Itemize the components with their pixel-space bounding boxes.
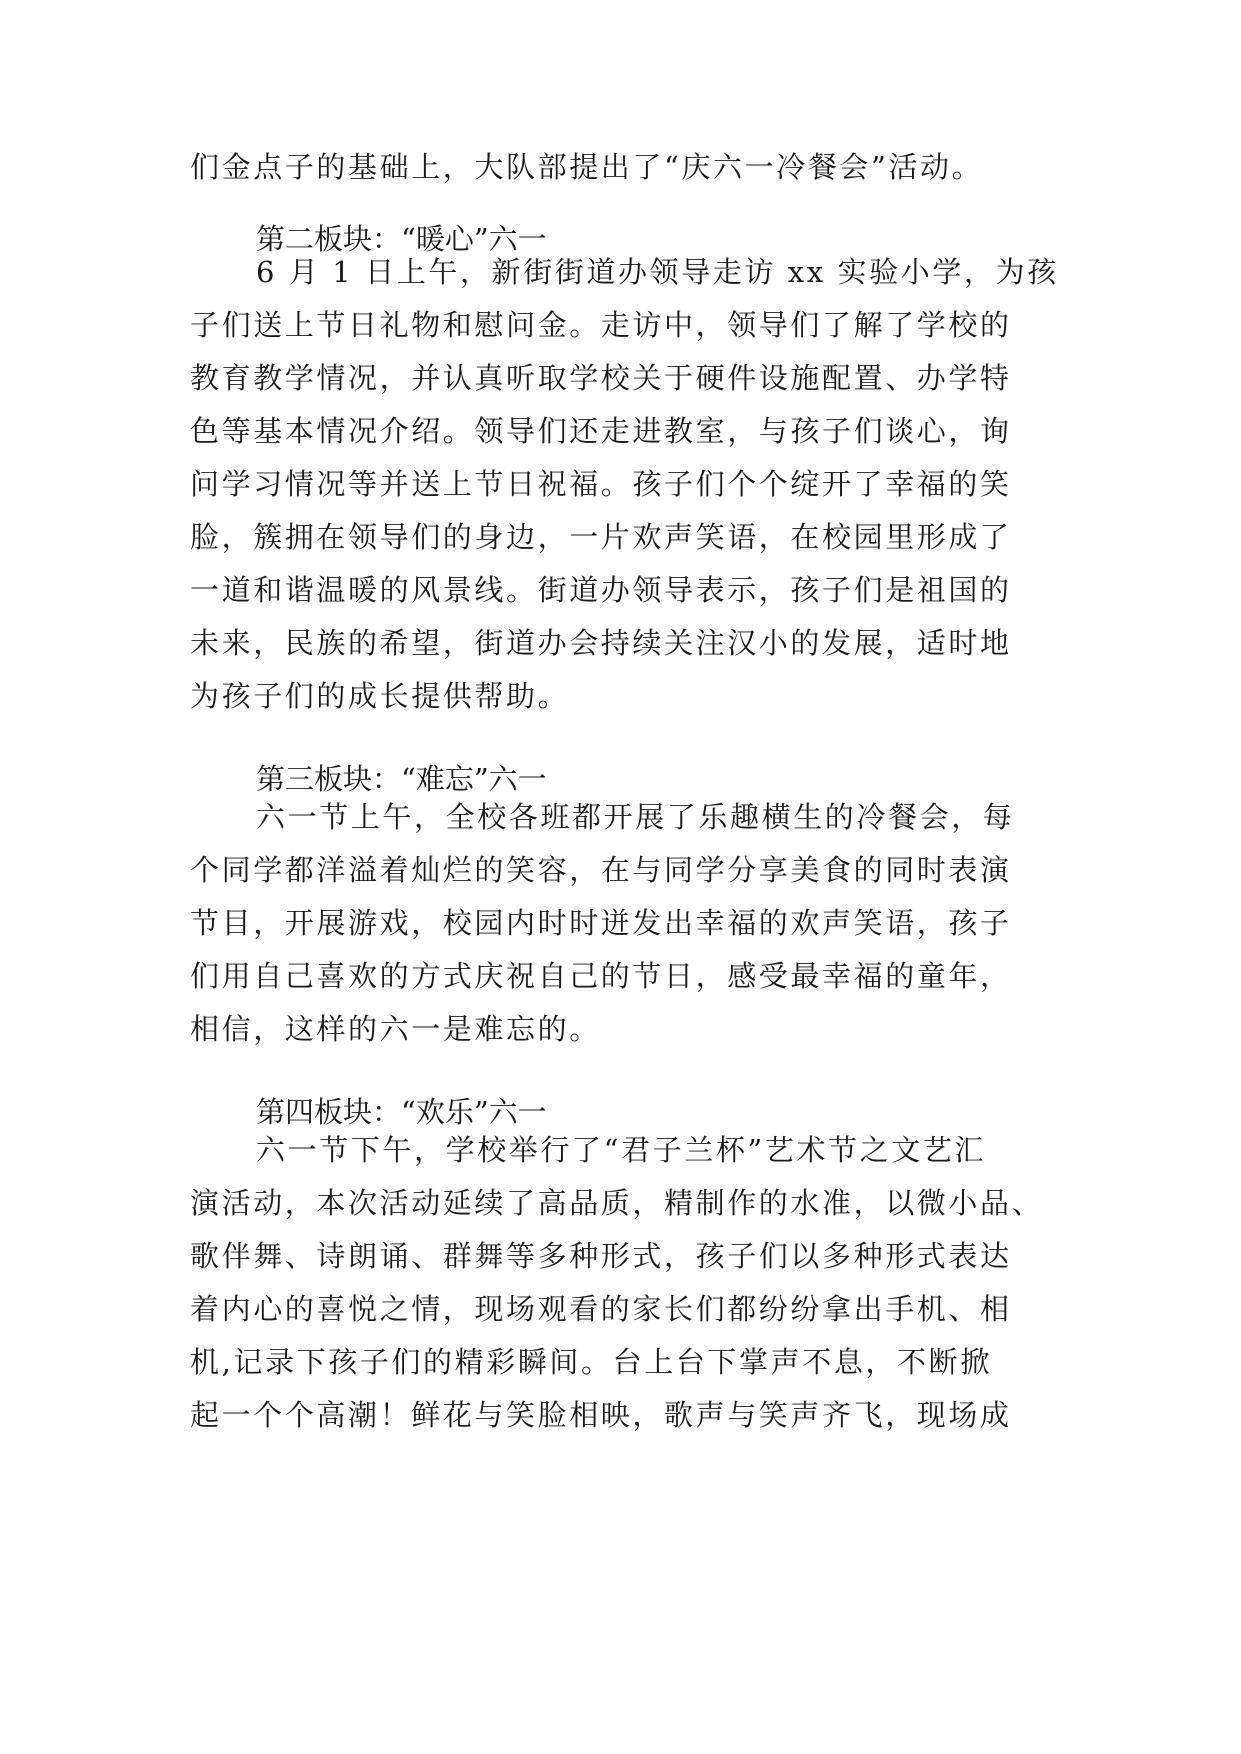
- paragraph-line: 色等基本情况介绍。领导们还走进教室，与孩子们谈心，询: [190, 414, 1012, 448]
- paragraph-line: 子们送上节日礼物和慰问金。走访中，领导们了解了学校的: [190, 308, 1012, 342]
- paragraph-line: 脸，簇拥在领导们的身边，一片欢声笑语，在校园里形成了: [190, 520, 1012, 554]
- paragraph-line: 未来，民族的希望，街道办会持续关注汉小的发展，适时地: [190, 626, 1012, 660]
- paragraph-line: 们用自己喜欢的方式庆祝自己的节日，感受最幸福的童年，: [190, 959, 1012, 993]
- paragraph-line: 6 月 1 日上午，新街街道办领导走访 xx 实验小学，为孩: [256, 255, 1059, 289]
- paragraph-line: 起一个个高潮！鲜花与笑脸相映，歌声与笑声齐飞，现场成: [190, 1398, 1012, 1432]
- paragraph-line: 机,记录下孩子们的精彩瞬间。台上台下掌声不息，不断掀: [190, 1345, 992, 1379]
- section-heading: 第三板块：“难忘”六一: [256, 762, 547, 796]
- paragraph-line: 节目，开展游戏，校园内时时迸发出幸福的欢声笑语，孩子: [190, 906, 1012, 940]
- paragraph-line: 个同学都洋溢着灿烂的笑容，在与同学分享美食的同时表演: [190, 853, 1012, 887]
- paragraph-line: 演活动，本次活动延续了高品质，精制作的水准，以微小品、: [190, 1186, 1044, 1220]
- paragraph-line: 们金点子的基础上，大队部提出了“庆六一冷餐会”活动。: [190, 150, 984, 184]
- paragraph-line: 问学习情况等并送上节日祝福。孩子们个个绽开了幸福的笑: [190, 467, 1012, 501]
- paragraph-line: 歌伴舞、诗朗诵、群舞等多种形式，孩子们以多种形式表达: [190, 1239, 1012, 1273]
- paragraph-line: 着内心的喜悦之情，现场观看的家长们都纷纷拿出手机、相: [190, 1292, 1012, 1326]
- paragraph-line: 一道和谐温暖的风景线。街道办领导表示，孩子们是祖国的: [190, 573, 1012, 607]
- section-heading: 第二板块：“暖心”六一: [256, 222, 547, 256]
- paragraph-line: 为孩子们的成长提供帮助。: [190, 679, 570, 713]
- section-heading: 第四板块：“欢乐”六一: [256, 1095, 547, 1129]
- paragraph-line: 六一节上午，全校各班都开展了乐趣横生的冷餐会，每: [256, 800, 1015, 834]
- paragraph-line: 六一节下午，学校举行了“君子兰杯”艺术节之文艺汇: [256, 1133, 987, 1167]
- paragraph-line: 相信，这样的六一是难忘的。: [190, 1012, 601, 1046]
- paragraph-line: 教育教学情况，并认真听取学校关于硬件设施配置、办学特: [190, 361, 1012, 395]
